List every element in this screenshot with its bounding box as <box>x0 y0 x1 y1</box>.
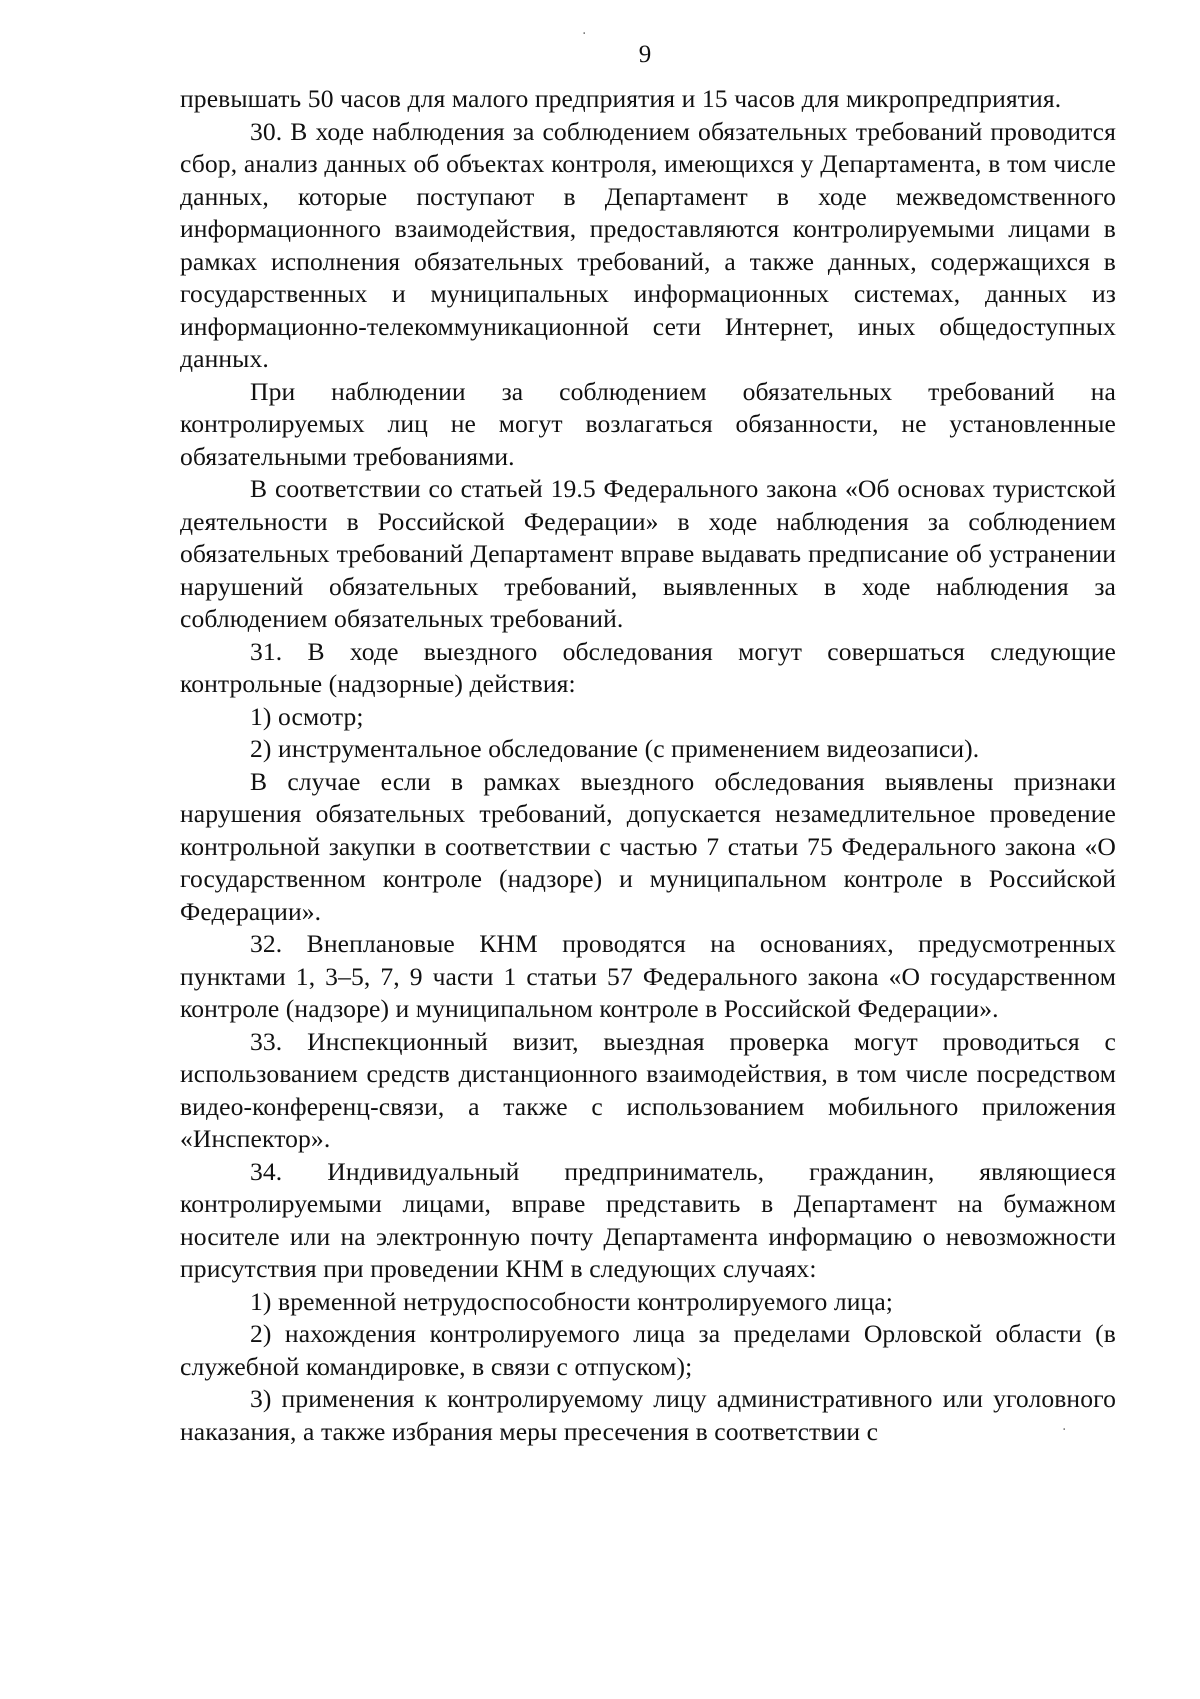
list-item-punishment: 3) применения к контролируемому лицу административного или уголовного наказания, а также избрания меры пресечения в соответствии с <box>180 1384 1116 1446</box>
paragraph-item-32: 32. Внеплановые КНМ проводятся на основаниях, предусмотренных пунктами 1, 3–5, 7, 9 части 1 статьи 57 Федерального закона «О государственном контроле (надзоре) и муниципальном контроле в Российской Федерации». <box>180 929 1116 1023</box>
paragraph-item-31: 31. В ходе выездного обследования могут совершаться следующие контрольные (надзорные) действия: <box>180 636 1116 698</box>
paragraph-article-19-5: В соответствии со статьей 19.5 Федерального закона «Об основах туристской деятельности в Российской Федерации» в ходе наблюдения за соблюдением обязательных требований Департамент вправе выдавать предписание об устранении нарушений обязательных требований, выявленных в ходе наблюдения за соблюдением обязательных требований. <box>180 474 1116 633</box>
paragraph-item-34: 34. Индивидуальный предприниматель, гражданин, являющиеся контролируемыми лицами, вправе представить в Департамент на бумажном носителе или на электронную почту Департамента информацию о невозможности присутствия при проведении КНМ в следующих случаях: <box>180 1156 1116 1283</box>
list-item-inspection: 1) осмотр; <box>250 701 364 731</box>
paragraph-continuation: превышать 50 часов для малого предприятия и 15 часов для микропредприятия. <box>180 84 1062 113</box>
list-item-incapacity: 1) временной нетрудоспособности контролируемого лица; <box>250 1286 894 1316</box>
document-body <box>180 83 1116 1448</box>
scan-speck: · <box>582 26 587 42</box>
paragraph-observation-duties: При наблюдении за соблюдением обязательных требований на контролируемых лиц не могут возлагаться обязанности, не установленные обязательными требованиями. <box>180 376 1116 471</box>
paragraph-item-33: 33. Инспекционный визит, выездная проверка могут проводиться с использованием средств дистанционного взаимодействия, в том числе посредством видео-конференц-связи, а также с использованием мобильного приложения «Инспектор». <box>180 1026 1116 1153</box>
list-item-instrumental-survey: 2) инструментальное обследование (с применением видеозаписи). <box>250 734 980 763</box>
paragraph-item-30: 30. В ходе наблюдения за соблюдением обязательных требований проводится сбор, анализ данных об объектах контроля, имеющихся у Департамента, в том числе данных, которые поступают в Департамент в ходе межведомственного информационного взаимодействия, предоставляются контролируемыми лицами в рамках исполнения обязательных требований, а также данных, содержащихся в государственных и муниципальных информационных системах, данных из информационно-телекоммуникационной сети Интернет, иных общедоступных данных. <box>180 116 1116 373</box>
page-number: 9 <box>638 41 652 68</box>
scan-speck: · <box>1062 1422 1067 1438</box>
list-item-outside-region: 2) нахождения контролируемого лица за пределами Орловской области (в служебной командировке, в связи с отпуском); <box>180 1319 1116 1381</box>
paragraph-control-purchase: В случае если в рамках выездного обследования выявлены признаки нарушения обязательных требований, допускается незамедлительное проведение контрольной закупки в соответствии с частью 7 статьи 75 Федерального закона «О государственном контроле (надзоре) и муниципальном контроле в Российской Федерации». <box>180 766 1116 926</box>
